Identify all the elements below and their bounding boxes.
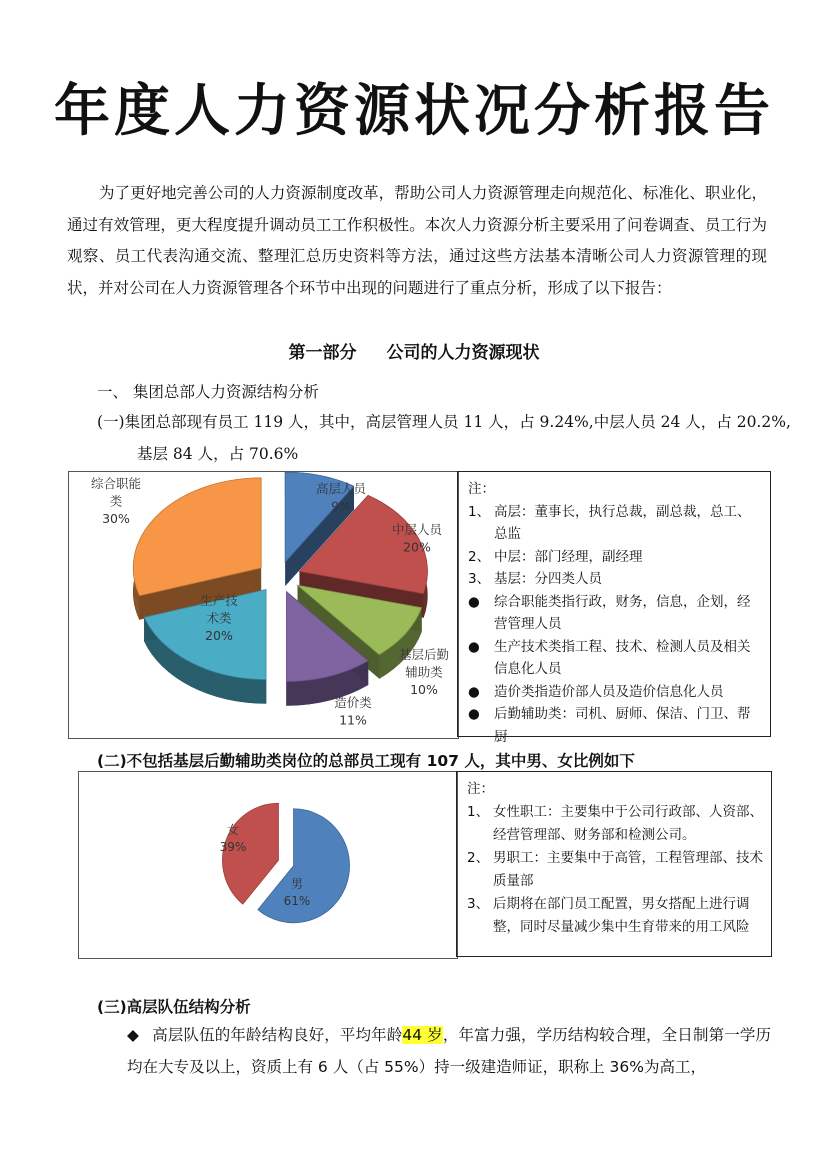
note-marker: 1、 [467, 804, 490, 820]
note-text: 高层：董事长，执行总裁，副总裁，总工、总监 [494, 503, 751, 542]
note-text: 综合职能类指行政，财务，信息，企划，经营管理人员 [494, 593, 751, 632]
gender-note-box [456, 771, 772, 957]
note-text: 造价类指造价部人员及造价信息化人员 [494, 683, 724, 700]
staff-count-line-2: 基层 84 人，占 70.6% [137, 445, 299, 463]
senior-text-after: ，年富力强，学历结构较合理，全日制第一学历均在大专及以上，资质上有 6 人（占 55%）持一级建造师证，职称上 36%为高工， [127, 1026, 771, 1076]
note-text: 男职工：主要集中于高管，工程管理部、技术质量部 [493, 850, 763, 889]
pie-label: 基层后勤辅助类 10% [398, 647, 450, 697]
note-marker: 1、 [468, 503, 491, 520]
note-marker: ● [468, 593, 480, 610]
note-marker: 2、 [467, 850, 490, 866]
diamond-bullet: ◆ [127, 1026, 140, 1044]
pie-label: 中层人员 20% [391, 522, 443, 555]
note-text: 女性职工：主要集中于公司行政部、人资部、经营管理部、财务部和检测公司。 [493, 804, 763, 843]
part-number: 第一部分 [288, 343, 357, 363]
note-item [467, 893, 763, 939]
note-item [468, 681, 762, 704]
document-title: 年度人力资源状况分析报告 [54, 79, 774, 144]
note-text: 基层：分四类人员 [494, 571, 602, 587]
gender-pie-chart [79, 772, 457, 958]
pie-label: 造价类 11% [334, 695, 372, 728]
note-marker: 3、 [467, 896, 490, 912]
note-marker: ● [468, 706, 480, 722]
part-title [0, 338, 828, 363]
heading-gender-ratio: (二)不包括基层后勤辅助类岗位的总部员工现有 107 人，其中男、女比例如下 [97, 752, 635, 770]
pie-label: 女 39% [219, 823, 247, 854]
note-item [467, 801, 763, 847]
note-text: 后期将在部门员工配置，男女搭配上进行调整，同时尽量减少集中生育带来的用工风险 [493, 896, 750, 935]
note-item [467, 847, 763, 893]
note-title: 注： [468, 481, 495, 497]
note-item [468, 636, 762, 681]
structure-pie-chart [69, 472, 458, 738]
heading-senior-team: (三)高层队伍结构分析 [97, 998, 251, 1016]
note-text: 生产技术类指工程、技术、检测人员及相关信息化人员 [494, 638, 751, 677]
senior-text-before: 高层队伍的年龄结构良好，平均年龄 [152, 1026, 403, 1044]
part-name: 公司的人力资源现状 [386, 343, 540, 363]
pie-label: 男 61% [283, 877, 311, 908]
note-text: 后勤辅助类：司机、厨师、保洁、门卫、帮厨 [494, 706, 751, 745]
note-item [468, 703, 762, 748]
pie-label: 高层人员 9% [315, 481, 367, 514]
note-item [468, 591, 762, 636]
senior-team-paragraph [127, 1019, 771, 1083]
average-age-highlight: 44 岁 [402, 1026, 443, 1044]
structure-note-box [457, 471, 771, 745]
note-title: 注： [467, 781, 494, 797]
note-marker: ● [468, 683, 480, 700]
pie-label: 生产技术类 20% [200, 593, 238, 643]
staff-count-line-1: (一)集团总部现有员工 119 人，其中，高层管理人员 11 人，占 9.24%,中层人员 24 人，占 20.2%, [97, 413, 791, 431]
note-marker: 2、 [468, 548, 491, 565]
note-text: 中层：部门经理，副经理 [494, 548, 643, 565]
note-item [468, 568, 762, 591]
pie-label: 综合职能类 30% [90, 476, 142, 526]
heading-structure-analysis: 一、 集团总部人力资源结构分析 [97, 383, 319, 401]
note-marker: ● [468, 638, 480, 655]
note-marker: 3、 [468, 571, 491, 587]
structure-pie-chart-frame [68, 471, 459, 739]
intro-paragraph: 为了更好地完善公司的人力资源制度改革，帮助公司人力资源管理走向规范化、标准化、职业化，通过有效管理，更大程度提升调动员工工作积极性。本次人力资源分析主要采用了问卷调查、员工行为观察、员工代表沟通交流、整理汇总历史资料等方法，通过这些方法基本清晰公司人力资源管理的现状，并对公司在人力资源管理各个环节中出现的问题进行了重点分析，形成了以下报告： [67, 184, 767, 297]
gender-pie-chart-frame [78, 771, 458, 959]
note-item [468, 501, 762, 546]
note-item [468, 546, 762, 569]
